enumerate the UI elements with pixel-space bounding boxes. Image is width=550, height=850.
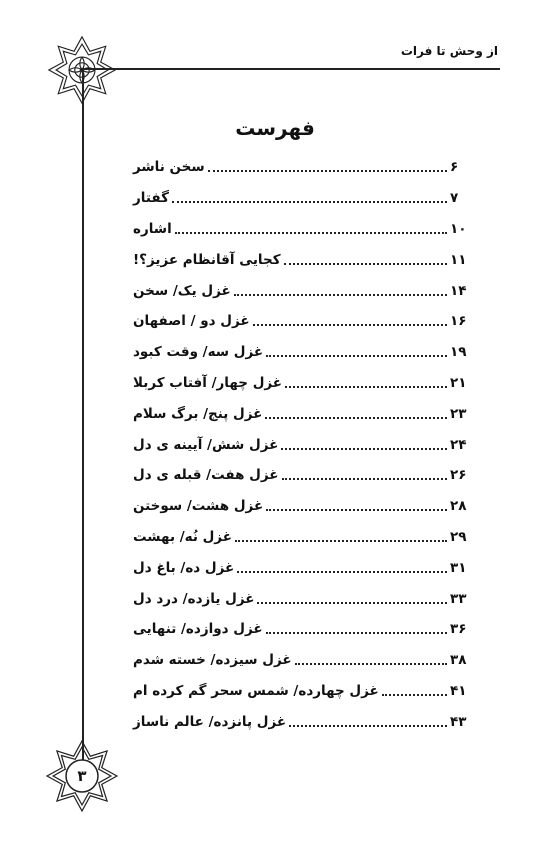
toc-entry-label: غزل یازده/ درد دل <box>133 590 255 607</box>
toc-dot-leader <box>295 663 447 665</box>
toc-entry-page: ۱۰ <box>450 220 467 237</box>
toc-entry-label: غزل شش/ آیینه ی دل <box>133 436 279 453</box>
toc-entry-page: ۴۳ <box>450 713 467 730</box>
toc-entry-page: ۳۸ <box>450 652 467 669</box>
toc-entry[interactable] <box>133 398 468 429</box>
toc-entry[interactable] <box>133 676 468 707</box>
toc-entry-label: غزل سیزده/ خسته شدم <box>133 652 292 669</box>
toc-entry[interactable] <box>133 183 468 214</box>
toc-entry-page: ۱۴ <box>450 282 467 299</box>
toc-entry-label: غزل سه/ وقت کبود <box>133 344 264 361</box>
toc-dot-leader <box>289 725 447 727</box>
toc-dot-leader <box>234 294 447 296</box>
toc-entry[interactable] <box>133 275 468 306</box>
toc-entry-page: ۲۳ <box>450 405 467 422</box>
toc-dot-leader <box>175 232 447 234</box>
toc-entry-label: غزل دوازده/ تنهایی <box>133 621 263 638</box>
toc-entry[interactable] <box>133 522 468 553</box>
toc-entry-label: غزل پانزده/ عالم ناساز <box>133 713 287 730</box>
toc-entry-label: غزل چهار/ آفتاب کربلا <box>133 374 283 391</box>
toc-entry[interactable] <box>133 460 468 491</box>
toc-entry-label: غزل هفت/ قبله ی دل <box>133 467 279 484</box>
toc-entry[interactable] <box>133 583 468 614</box>
toc-entry-label: کجایی آقانظام عزیز؟! <box>133 251 281 268</box>
toc-dot-leader <box>172 201 447 203</box>
toc-dot-leader <box>208 170 447 172</box>
running-header-title: از وحش تا فرات <box>400 44 498 58</box>
toc-dot-leader <box>281 448 447 450</box>
toc-entry[interactable] <box>133 552 468 583</box>
page-number: ۳ <box>77 767 87 785</box>
header-rule <box>82 68 500 70</box>
toc-entry-page: ۴۱ <box>450 682 467 699</box>
toc-dot-leader <box>235 540 447 542</box>
toc-entry-page: ۳۶ <box>450 621 467 638</box>
toc-dot-leader <box>253 324 447 326</box>
toc-entry-label: غزل یک/ سخن <box>133 282 231 299</box>
toc-entry-label: گفتار <box>133 190 169 207</box>
toc-entry[interactable] <box>133 614 468 645</box>
toc-entry[interactable] <box>133 368 468 399</box>
toc-dot-leader <box>266 509 447 511</box>
toc-dot-leader <box>257 602 447 604</box>
toc-dot-leader <box>265 417 447 419</box>
toc-entry-label: اشاره <box>133 220 172 237</box>
toc-entry[interactable] <box>133 645 468 676</box>
toc-entry-page: ۲۱ <box>450 374 467 391</box>
toc-entry[interactable] <box>133 337 468 368</box>
toc-entry-page: ۱۱ <box>450 251 467 268</box>
toc-dot-leader <box>382 694 447 696</box>
toc-dot-leader <box>285 386 447 388</box>
toc-entry[interactable] <box>133 152 468 183</box>
toc-entry-label: غزل نُه/ بهشت <box>133 528 232 545</box>
toc-entry-page: ۲۹ <box>450 528 467 545</box>
toc-entry-page: ۲۴ <box>450 436 467 453</box>
toc-entry-label: غزل ده/ باغ دل <box>133 559 235 576</box>
toc-entry-label: غزل چهارده/ شمس سحر گم کرده ام <box>133 682 379 699</box>
toc-entry-label: غزل پنج/ برگ سلام <box>133 405 263 422</box>
toc-entry-page: ۱۶ <box>450 313 467 330</box>
toc-entry-label: سخن ناشر <box>133 159 205 176</box>
toc-entry[interactable] <box>133 429 468 460</box>
toc-dot-leader <box>266 632 447 634</box>
toc-entry-label: غزل دو / اصفهان <box>133 313 250 330</box>
toc-entry-page: ۱۹ <box>450 344 467 361</box>
top-ornament-icon <box>46 34 118 106</box>
toc-entry-page: ۲۶ <box>450 467 467 484</box>
toc-entry-page: ۶ <box>450 159 459 176</box>
toc-entry[interactable] <box>133 306 468 337</box>
toc-entry-page: ۷ <box>450 190 459 207</box>
side-rule <box>82 68 84 768</box>
toc-dot-leader <box>237 571 447 573</box>
toc-entry-page: ۳۱ <box>450 559 467 576</box>
toc-dot-leader <box>266 355 447 357</box>
toc-entry-page: ۲۸ <box>450 498 467 515</box>
toc-title: فهرست <box>235 116 315 140</box>
toc-dot-leader <box>284 263 447 265</box>
toc-entry-page: ۳۳ <box>450 590 467 607</box>
toc-entry[interactable] <box>133 491 468 522</box>
toc-entry[interactable] <box>133 706 468 737</box>
toc-entry[interactable] <box>133 244 468 275</box>
toc-list <box>133 152 468 737</box>
toc-dot-leader <box>282 478 448 480</box>
toc-entry-label: غزل هشت/ سوختن <box>133 498 264 515</box>
toc-entry[interactable] <box>133 214 468 245</box>
